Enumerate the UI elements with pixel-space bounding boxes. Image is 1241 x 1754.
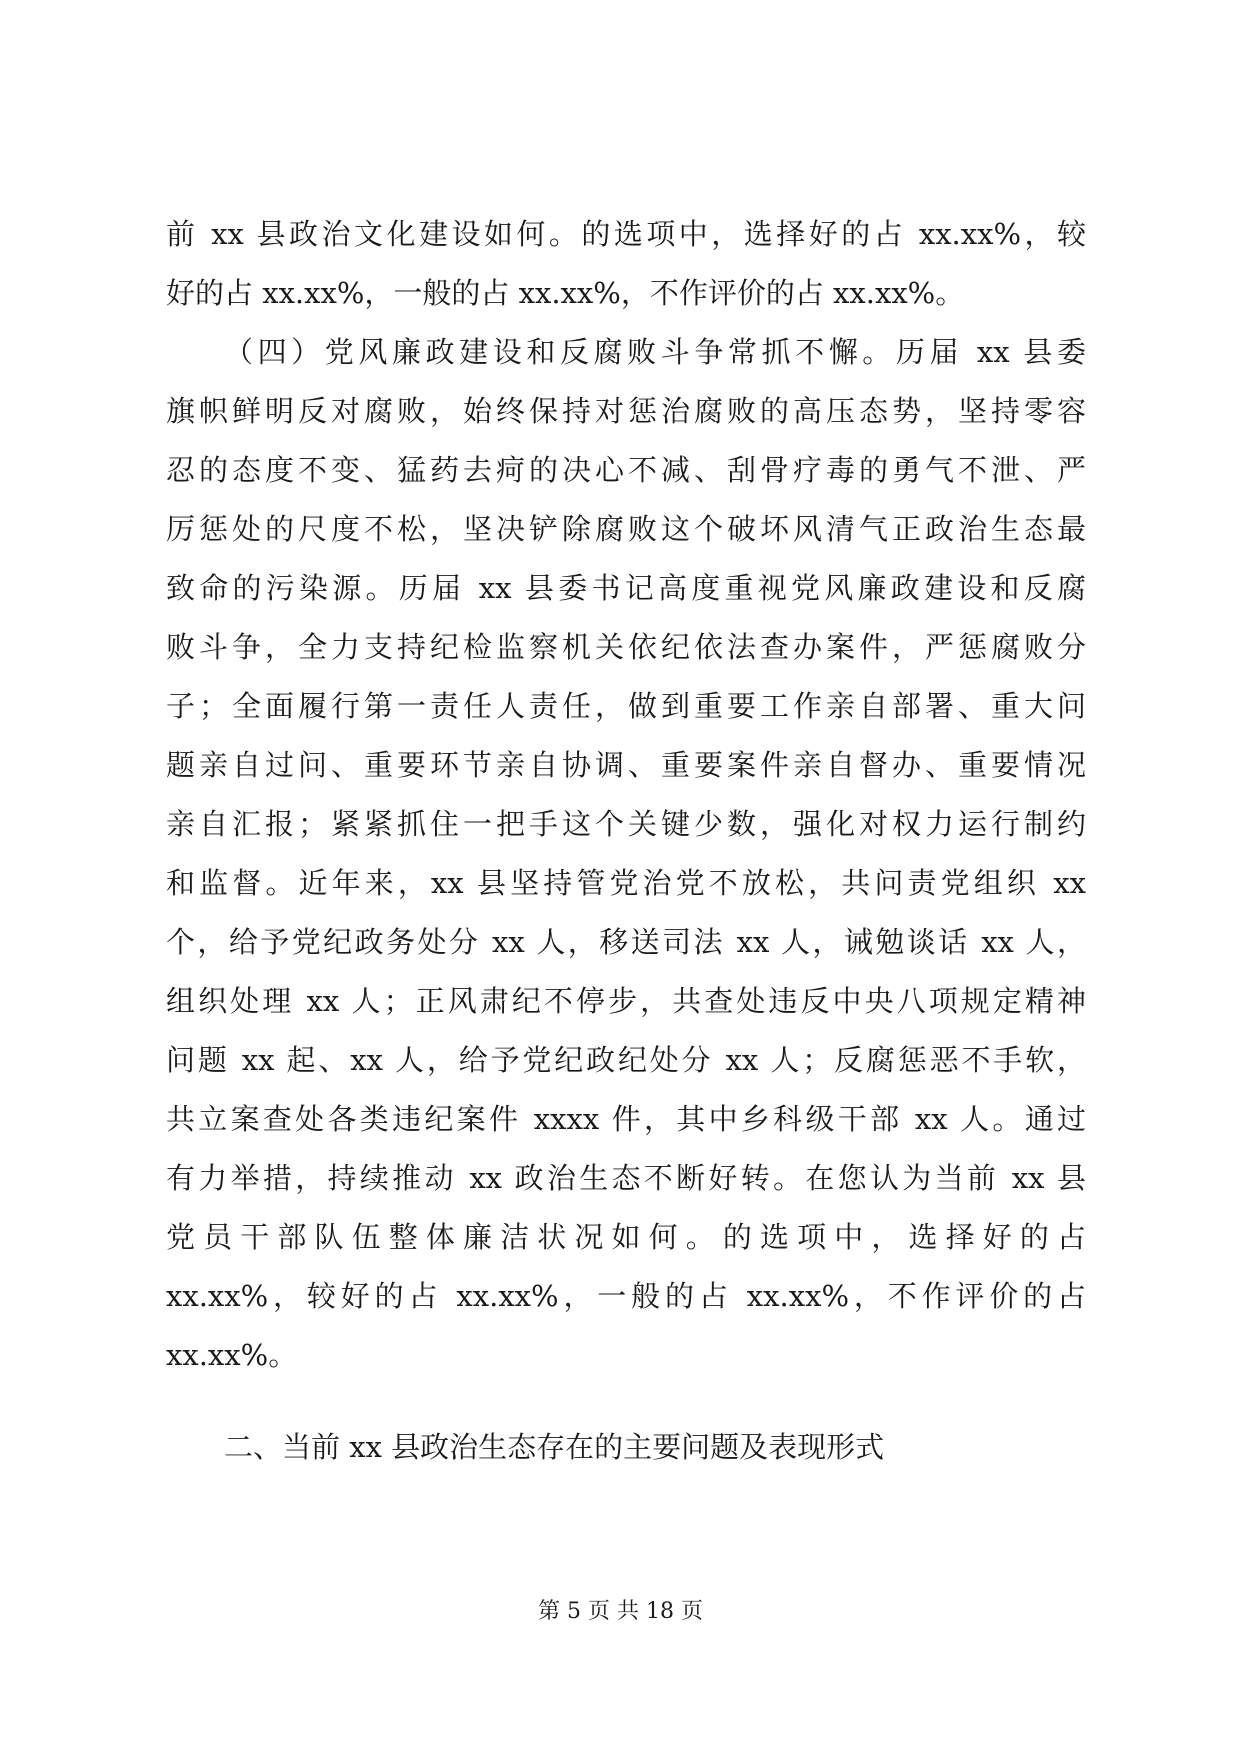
- body-line-11: 亲自汇报；紧紧抓住一把手这个关键少数，强化对权力运行制约: [166, 807, 1086, 841]
- body-line-17: 有力举措，持续推动 xx 政治生态不断好转。在您认为当前 xx 县: [166, 1161, 1086, 1195]
- body-line-18: 党员干部队伍整体廉洁状况如何。的选项中，选择好的占: [166, 1220, 1086, 1254]
- body-line-7: 致命的污染源。历届 xx 县委书记高度重视党风廉政建设和反腐: [166, 571, 1086, 605]
- body-line-5: 忍的态度不变、猛药去疴的决心不减、刮骨疗毒的勇气不泄、严: [166, 453, 1086, 487]
- body-line-9: 子；全面履行第一责任人责任，做到重要工作亲自部署、重大问: [166, 689, 1086, 723]
- section-4-heading-line: （四）党风廉政建设和反腐败斗争常抓不懈。历届 xx 县委: [224, 335, 1086, 369]
- body-line-12: 和监督。近年来，xx 县坚持管党治党不放松，共问责党组织 xx: [166, 866, 1086, 900]
- body-line-1: 前 xx 县政治文化建设如何。的选项中，选择好的占 xx.xx%，较: [166, 217, 1086, 251]
- body-line-4: 旗帜鲜明反对腐败，始终保持对惩治腐败的高压态势，坚持零容: [166, 394, 1086, 428]
- section-2-heading: 二、当前 xx 县政治生态存在的主要问题及表现形式: [224, 1430, 885, 1464]
- body-line-13: 个，给予党纪政务处分 xx 人，移送司法 xx 人，诫勉谈话 xx 人，: [166, 925, 1086, 959]
- body-line-2: 好的占 xx.xx%，一般的占 xx.xx%，不作评价的占 xx.xx%。: [166, 276, 965, 310]
- body-line-8: 败斗争，全力支持纪检监察机关依纪依法查办案件，严惩腐败分: [166, 630, 1086, 664]
- body-line-14: 组织处理 xx 人；正风肃纪不停步，共查处违反中央八项规定精神: [166, 984, 1086, 1018]
- body-line-20: xx.xx%。: [166, 1338, 298, 1372]
- body-line-15: 问题 xx 起、xx 人，给予党纪政纪处分 xx 人；反腐惩恶不手软，: [166, 1043, 1086, 1077]
- body-line-16: 共立案查处各类违纪案件 xxxx 件，其中乡科级干部 xx 人。通过: [166, 1102, 1086, 1136]
- body-line-10: 题亲自过问、重要环节亲自协调、重要案件亲自督办、重要情况: [166, 748, 1086, 782]
- page-number-footer: 第 5 页 共 18 页: [538, 1599, 703, 1624]
- body-line-6: 厉惩处的尺度不松，坚决铲除腐败这个破坏风清气正政治生态最: [166, 512, 1086, 546]
- body-line-19: xx.xx%，较好的占 xx.xx%，一般的占 xx.xx%，不作评价的占: [166, 1279, 1086, 1313]
